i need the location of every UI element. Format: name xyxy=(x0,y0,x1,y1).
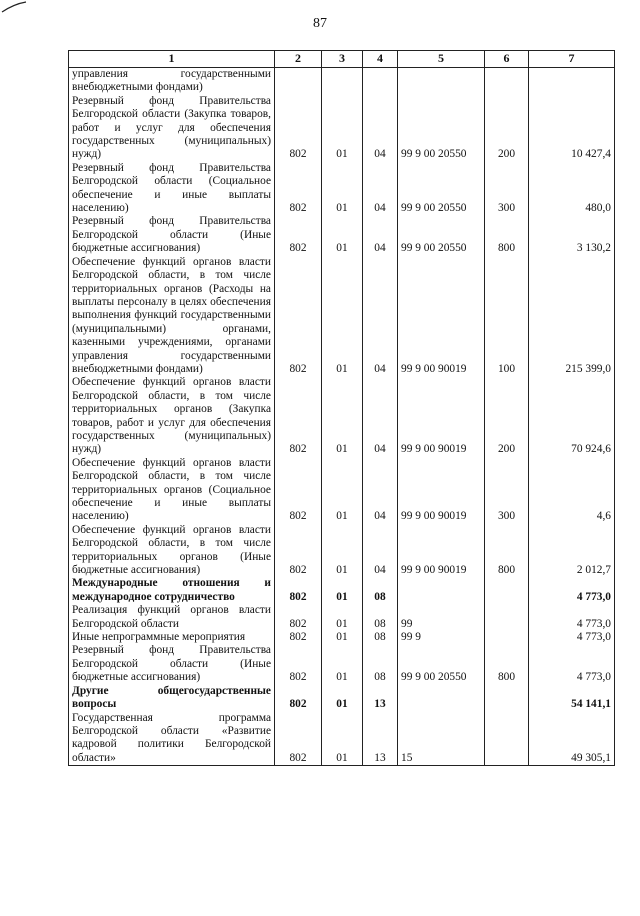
table-row xyxy=(69,376,615,456)
cell-admin-code: 802 xyxy=(275,376,322,456)
cell-admin-code: 802 xyxy=(275,524,322,578)
cell-expense-type: 800 xyxy=(485,524,529,578)
cell-section: 01 xyxy=(322,604,363,631)
cell-section: 01 xyxy=(322,577,363,604)
cell-amount: 4 773,0 xyxy=(529,604,615,631)
cell-subsection: 04 xyxy=(363,256,398,377)
cell-item-name: Государственная программа Белгородской области «Развитие кадровой политики Белгородской области» xyxy=(69,712,275,766)
cell-target-article: 99 9 00 90019 xyxy=(398,524,485,578)
cell-amount: 49 305,1 xyxy=(529,712,615,766)
cell-section: 01 xyxy=(322,256,363,377)
cell-target-article xyxy=(398,577,485,604)
cell-subsection: 04 xyxy=(363,376,398,456)
cell-amount: 4,6 xyxy=(529,457,615,524)
cell-target-article: 99 9 00 90019 xyxy=(398,256,485,377)
cell-subsection: 04 xyxy=(363,524,398,578)
cell-section: 01 xyxy=(322,524,363,578)
cell-admin-code: 802 xyxy=(275,95,322,162)
column-header: 3 xyxy=(322,51,363,68)
cell-target-article: 99 xyxy=(398,604,485,631)
table-row xyxy=(69,712,615,766)
table-row xyxy=(69,604,615,631)
cell-item-name: Обеспечение функций органов власти Белгородской области, в том числе территориальных органов (Закупка товаров, работ и услуг для обеспечения государственных (муниципальных) нужд) xyxy=(69,376,275,456)
cell-admin-code: 802 xyxy=(275,644,322,684)
cell-amount: 54 141,1 xyxy=(529,685,615,712)
cell-admin-code: 802 xyxy=(275,631,322,644)
cell-subsection xyxy=(363,68,398,95)
cell-target-article xyxy=(398,685,485,712)
cell-item-name: Резервный фонд Правительства Белгородской области (Иные бюджетные ассигнования) xyxy=(69,215,275,255)
cell-item-name: управления государственными внебюджетными фондами) xyxy=(69,68,275,95)
scan-corner-mark xyxy=(0,0,40,14)
cell-expense-type: 800 xyxy=(485,644,529,684)
cell-target-article: 99 9 00 20550 xyxy=(398,95,485,162)
cell-item-name: Реализация функций органов власти Белгородской области xyxy=(69,604,275,631)
cell-expense-type xyxy=(485,712,529,766)
table-row xyxy=(69,631,615,644)
cell-expense-type: 100 xyxy=(485,256,529,377)
cell-admin-code: 802 xyxy=(275,577,322,604)
cell-target-article: 99 9 00 90019 xyxy=(398,457,485,524)
cell-subsection: 13 xyxy=(363,685,398,712)
cell-admin-code xyxy=(275,68,322,95)
cell-subsection: 04 xyxy=(363,215,398,255)
cell-expense-type xyxy=(485,68,529,95)
cell-target-article: 99 9 00 20550 xyxy=(398,162,485,216)
table-row xyxy=(69,577,615,604)
cell-subsection: 08 xyxy=(363,631,398,644)
cell-item-name: Резервный фонд Правительства Белгородской области (Закупка товаров, работ и услуг для обеспечения государственных (муниципальных) нужд) xyxy=(69,95,275,162)
cell-amount xyxy=(529,68,615,95)
cell-admin-code: 802 xyxy=(275,457,322,524)
cell-admin-code: 802 xyxy=(275,162,322,216)
table-row xyxy=(69,524,615,578)
cell-admin-code: 802 xyxy=(275,604,322,631)
cell-amount: 2 012,7 xyxy=(529,524,615,578)
cell-subsection: 08 xyxy=(363,577,398,604)
cell-amount: 10 427,4 xyxy=(529,95,615,162)
cell-item-name: Резервный фонд Правительства Белгородской области (Иные бюджетные ассигнования) xyxy=(69,644,275,684)
cell-expense-type: 300 xyxy=(485,457,529,524)
cell-subsection: 04 xyxy=(363,457,398,524)
cell-section: 01 xyxy=(322,457,363,524)
cell-section: 01 xyxy=(322,631,363,644)
cell-item-name: Обеспечение функций органов власти Белгородской области, в том числе территориальных органов (Социальное обеспечение и иные выплаты населению) xyxy=(69,457,275,524)
cell-target-article xyxy=(398,68,485,95)
cell-subsection: 08 xyxy=(363,604,398,631)
cell-expense-type: 200 xyxy=(485,95,529,162)
page-number: 87 xyxy=(313,16,327,31)
table-row xyxy=(69,256,615,377)
cell-admin-code: 802 xyxy=(275,256,322,377)
cell-section: 01 xyxy=(322,644,363,684)
cell-expense-type: 200 xyxy=(485,376,529,456)
table-header-row xyxy=(69,51,615,68)
cell-amount: 70 924,6 xyxy=(529,376,615,456)
table-row xyxy=(69,685,615,712)
column-header: 4 xyxy=(363,51,398,68)
cell-subsection: 04 xyxy=(363,162,398,216)
cell-section: 01 xyxy=(322,95,363,162)
cell-admin-code: 802 xyxy=(275,685,322,712)
cell-item-name: Иные непрограммные мероприятия xyxy=(69,631,275,644)
cell-subsection: 04 xyxy=(363,95,398,162)
table-row xyxy=(69,68,615,95)
cell-section xyxy=(322,68,363,95)
table-row xyxy=(69,95,615,162)
cell-target-article: 99 9 xyxy=(398,631,485,644)
cell-admin-code: 802 xyxy=(275,215,322,255)
cell-item-name: Другие общегосударственные вопросы xyxy=(69,685,275,712)
cell-section: 01 xyxy=(322,685,363,712)
cell-item-name: Международные отношения и международное сотрудничество xyxy=(69,577,275,604)
cell-expense-type: 800 xyxy=(485,215,529,255)
cell-subsection: 13 xyxy=(363,712,398,766)
table-row xyxy=(69,457,615,524)
cell-admin-code: 802 xyxy=(275,712,322,766)
cell-subsection: 08 xyxy=(363,644,398,684)
cell-section: 01 xyxy=(322,376,363,456)
table-row xyxy=(69,644,615,684)
cell-section: 01 xyxy=(322,712,363,766)
column-header: 2 xyxy=(275,51,322,68)
table-row xyxy=(69,215,615,255)
cell-target-article: 15 xyxy=(398,712,485,766)
column-header: 5 xyxy=(398,51,485,68)
cell-item-name: Резервный фонд Правительства Белгородской области (Социальное обеспечение и иные выплаты населению) xyxy=(69,162,275,216)
cell-expense-type xyxy=(485,631,529,644)
cell-expense-type xyxy=(485,685,529,712)
table-row xyxy=(69,162,615,216)
cell-target-article: 99 9 00 20550 xyxy=(398,644,485,684)
cell-target-article: 99 9 00 20550 xyxy=(398,215,485,255)
cell-amount: 4 773,0 xyxy=(529,644,615,684)
cell-expense-type: 300 xyxy=(485,162,529,216)
cell-amount: 4 773,0 xyxy=(529,631,615,644)
column-header: 1 xyxy=(69,51,275,68)
cell-amount: 480,0 xyxy=(529,162,615,216)
cell-expense-type xyxy=(485,604,529,631)
column-header: 6 xyxy=(485,51,529,68)
cell-amount: 4 773,0 xyxy=(529,577,615,604)
cell-amount: 3 130,2 xyxy=(529,215,615,255)
cell-amount: 215 399,0 xyxy=(529,256,615,377)
cell-expense-type xyxy=(485,577,529,604)
cell-section: 01 xyxy=(322,162,363,216)
cell-section: 01 xyxy=(322,215,363,255)
budget-table xyxy=(68,50,615,766)
column-header: 7 xyxy=(529,51,615,68)
cell-target-article: 99 9 00 90019 xyxy=(398,376,485,456)
cell-item-name: Обеспечение функций органов власти Белгородской области, в том числе территориальных органов (Расходы на выплаты персоналу в целях обеспечения выполнения функций государственными (муниципальными) органами, казенными учреждениями, органами управления государственными внебюджетными фондами) xyxy=(69,256,275,377)
cell-item-name: Обеспечение функций органов власти Белгородской области, в том числе территориальных органов (Иные бюджетные ассигнования) xyxy=(69,524,275,578)
